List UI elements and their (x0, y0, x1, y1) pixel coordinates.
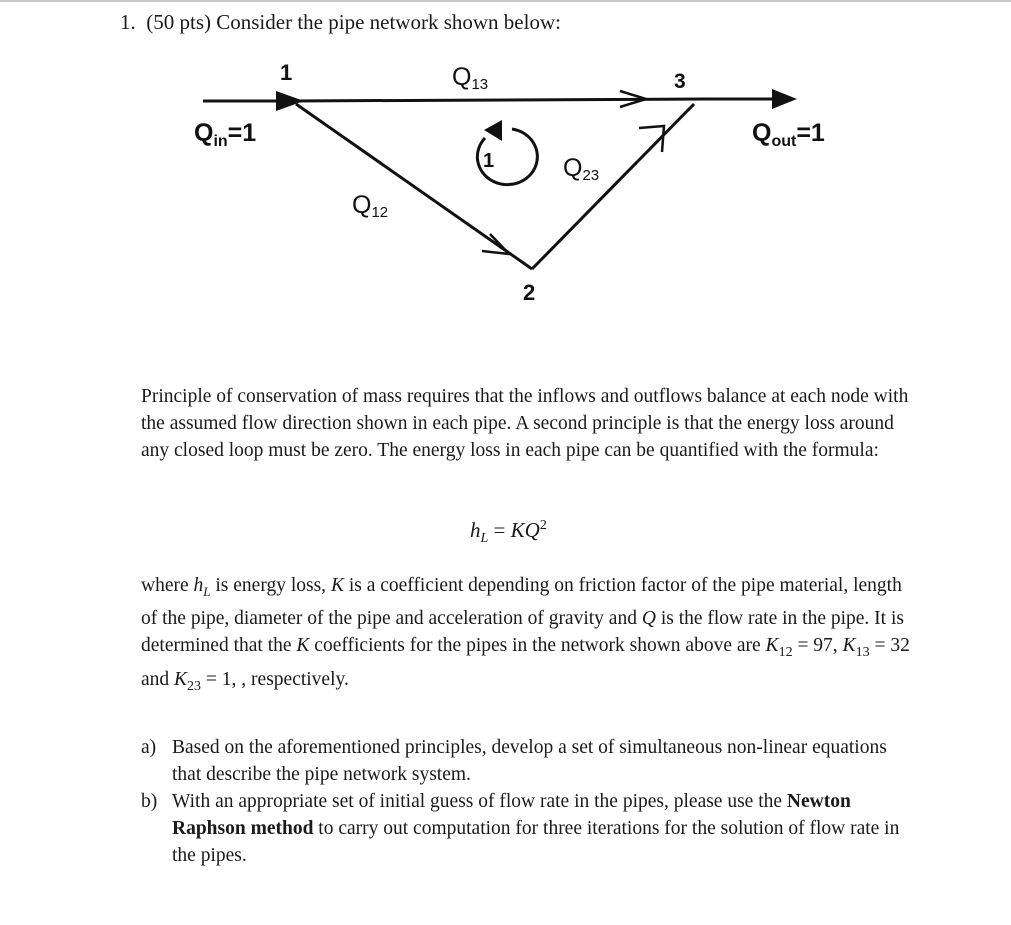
node3-label: 3 (674, 70, 686, 93)
task-a (141, 734, 911, 788)
node1-label: 1 (280, 60, 293, 85)
node2-label: 2 (523, 280, 536, 305)
question-prompt: Consider the pipe network shown below: (216, 10, 561, 34)
newton-raphson-bold: Newton Raphson method (172, 791, 851, 839)
loop-label: 1 (483, 150, 495, 172)
pipe-network-diagram (0, 0, 1011, 330)
task-b-text: With an appropriate set of initial guess of flow rate in the pipes, please use the Newton Raphson method to carry out computation for three iterations for the solution of flow rate in the pipes. (172, 791, 900, 866)
question-number: 1. (120, 10, 136, 34)
qin-label: $Q_{in}=1$ (194, 119, 257, 150)
loop-arrow-head (484, 120, 502, 141)
task-a-text: Based on the aforementioned principles, develop a set of simultaneous non-linear equations that describe the pipe network system. (172, 737, 887, 785)
principle-paragraph: Principle of conservation of mass requires that the inflows and outflows balance at each node with the assumed flow direction shown in each pipe. A second principle is that the energy loss around any closed loop must be zero. The energy loss in each pipe can be quantified with the formula: (141, 386, 909, 461)
pipe-23 (532, 104, 694, 269)
task-b-marker: b) (141, 791, 158, 812)
task-list (141, 734, 911, 869)
outflow-arrowhead (772, 89, 797, 109)
q13-label: Q13 (452, 63, 489, 93)
task-b (141, 788, 911, 869)
task-a-marker: a) (141, 737, 157, 758)
q23-label: Q23 (563, 154, 600, 184)
where-paragraph: where $h_L$ is energy loss, K is a coefficient depending on friction factor of the pipe material, length of the pipe, diameter of the pipe and acceleration of gravity and Q is the flow rate in the pipe. It is determined that the K coefficients for the pipes in the network shown above are $K_{12} = 97$, $K_{13} = 32$ and $K_{23} = 1$, , respectively. (141, 575, 910, 694)
q12-label: Q12 (352, 191, 389, 221)
question-points: (50 pts) (146, 10, 211, 34)
energy-loss-formula: $h_L = KQ^2$ (470, 518, 547, 547)
qout-label: $Q_{out}=1$ (752, 119, 825, 150)
